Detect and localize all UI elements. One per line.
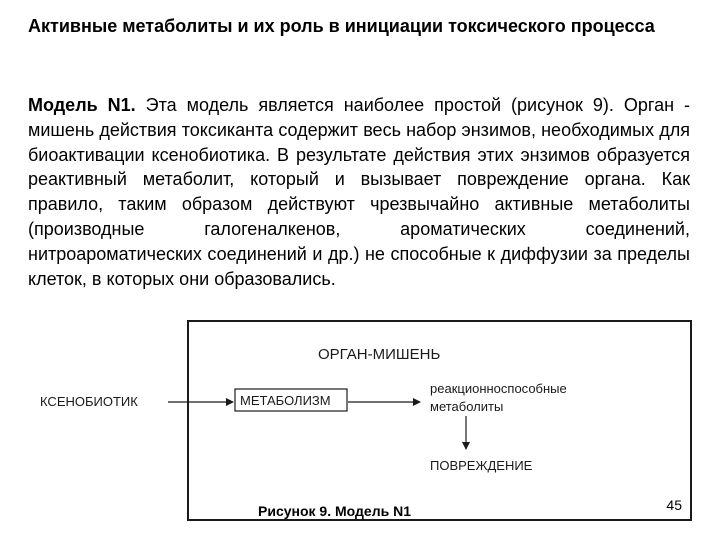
organ-label: ОРГАН-МИШЕНЬ (318, 346, 441, 363)
body-text: Эта модель является наиболее простой (рисунок 9). Орган - мишень действия токсиканта содержит весь набор энзимов, необходимых для биоактивации ксенобиотика. В результате действия этих энзимов образуется реактивный метаболит, который и вызывает повреждение органа. Как правило, таким образом действуют чрезвычайно активные метаболиты (производные галогеналкенов, ароматических соединений, нитроароматических соединений и др.) не способные к диффузии за пределы клеток, в которых они образовались. (28, 95, 691, 289)
figure-caption: Рисунок 9. Модель N1 (258, 503, 411, 519)
metabolism-label: МЕТАБОЛИЗМ (240, 393, 331, 408)
slide-title: Активные метаболиты и их роль в инициации токсического процесса (28, 16, 655, 36)
model-label: Модель N1. (28, 95, 136, 115)
page-number: 45 (666, 497, 682, 513)
xenobiotic-label: КСЕНОБИОТИК (40, 394, 138, 409)
reactive-metabolites-line1: реакционноспособные (430, 381, 567, 396)
reactive-metabolites-line2: метаболиты (430, 399, 504, 414)
damage-label: ПОВРЕЖДЕНИЕ (430, 458, 533, 473)
